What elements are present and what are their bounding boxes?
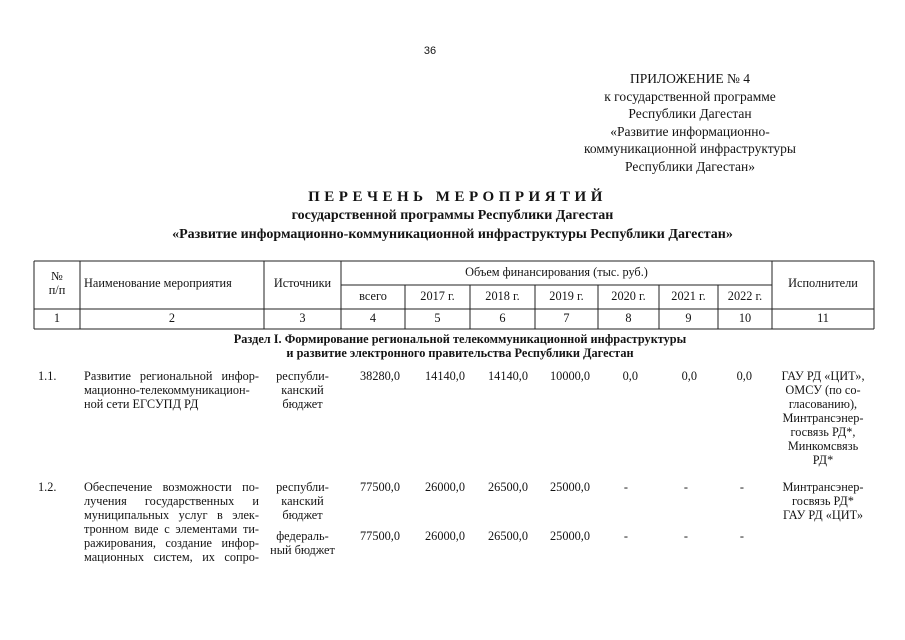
row-number: 1.2. xyxy=(38,480,57,494)
funding-cell: - xyxy=(739,480,744,494)
funding-cell: 0,0 xyxy=(681,369,697,383)
funding-cell: - xyxy=(623,480,628,494)
header-num: № xyxy=(51,269,63,283)
funding-cell: 14140,0 xyxy=(488,369,528,383)
executor-line: госвязь РД* xyxy=(792,494,854,508)
column-number: 8 xyxy=(625,311,632,325)
executor-line: РД* xyxy=(812,453,834,467)
column-number: 1 xyxy=(53,311,61,325)
column-number: 4 xyxy=(369,311,377,325)
row-source-line: бюджет xyxy=(282,508,323,522)
executor-line: Минкомсвязь xyxy=(787,439,859,453)
column-number: 2 xyxy=(168,311,176,325)
header-year: 2020 г. xyxy=(611,289,646,303)
funding-cell: 14140,0 xyxy=(425,369,465,383)
appendix-line: к государственной программе xyxy=(604,88,776,104)
appendix-line: Республики Дагестан xyxy=(628,106,752,122)
row-source-line: федераль- xyxy=(276,529,329,543)
header-year: 2018 г. xyxy=(485,289,520,303)
column-number: 7 xyxy=(563,311,570,325)
header-source: Источники xyxy=(273,276,332,290)
funding-cell: 10000,0 xyxy=(550,369,590,383)
executor-line: ГАУ РД «ЦИТ» xyxy=(783,508,863,522)
appendix-line: коммуникационной инфраструктуры xyxy=(584,141,796,157)
row-name-line: муниципальных услуг в элек- xyxy=(84,508,259,522)
page-number: 36 xyxy=(423,45,437,57)
header-year: 2019 г. xyxy=(549,289,584,303)
section-heading: и развитие электронного правительства Республики Дагестан xyxy=(286,346,634,360)
header-num: п/п xyxy=(48,283,66,297)
row-name-line: мационных систем, их сопро- xyxy=(84,550,259,564)
row-source-line: бюджет xyxy=(282,397,323,411)
funding-cell: - xyxy=(683,529,688,543)
header-year: 2017 г. xyxy=(420,289,455,303)
column-number: 6 xyxy=(499,311,506,325)
section-heading: Раздел I. Формирование региональной телекоммуникационной инфраструктуры xyxy=(233,332,687,346)
row-source-line: республи- xyxy=(276,480,329,494)
funding-cell: 0,0 xyxy=(622,369,638,383)
executor-line: госвязь РД*, xyxy=(790,425,856,439)
column-number: 11 xyxy=(817,311,829,325)
column-number: 3 xyxy=(299,311,306,325)
executor-line: Минтрансэнер- xyxy=(782,411,864,425)
executor-line: гласованию), xyxy=(788,397,858,411)
column-number: 9 xyxy=(685,311,692,325)
appendix-header xyxy=(540,70,840,176)
row-name-line: тронном виде с элементами ти- xyxy=(84,522,259,536)
funding-cell: 26000,0 xyxy=(425,529,465,543)
header-name: Наименование мероприятия xyxy=(84,276,232,290)
title-sub-line: государственной программы Республики Дагестан xyxy=(291,208,614,223)
funding-cell: - xyxy=(739,529,744,543)
row-number: 1.1. xyxy=(38,369,57,383)
appendix-line: ПРИЛОЖЕНИЕ № 4 xyxy=(629,71,751,86)
title-main: ПЕРЕЧЕНЬ МЕРОПРИЯТИЙ xyxy=(308,189,607,205)
row-name-line: Развитие региональной инфор- xyxy=(84,369,259,383)
header-funding: Объем финансирования (тыс. руб.) xyxy=(465,265,648,279)
funding-cell: - xyxy=(683,480,688,494)
column-number: 10 xyxy=(738,311,752,325)
funding-cell: - xyxy=(623,529,628,543)
executor-line: Минтрансэнер- xyxy=(782,480,864,494)
row-source-line: канский xyxy=(281,494,324,508)
row-name-line: лучения государственных и xyxy=(84,494,259,508)
funding-cell: 0,0 xyxy=(736,369,752,383)
title-sub-line: «Развитие информационно-коммуникационной инфраструктуры Республики Дагестан» xyxy=(172,226,733,242)
row-name-line: ражирования, создание инфор- xyxy=(84,536,259,550)
row-name-line: Обеспечение возможности по- xyxy=(84,480,259,494)
appendix-line: «Развитие информационно- xyxy=(610,123,770,139)
row-source-line: республи- xyxy=(276,369,329,383)
appendix-line: Республики Дагестан» xyxy=(624,158,755,174)
executor-line: ГАУ РД «ЦИТ», xyxy=(781,369,865,383)
row-source-line: ный бюджет xyxy=(270,543,335,557)
document-title xyxy=(0,187,905,244)
row-name-line: мационно-телекоммуникацион- xyxy=(84,383,250,397)
funding-cell: 77500,0 xyxy=(360,480,400,494)
funding-cell: 25000,0 xyxy=(550,480,590,494)
funding-cell: 26500,0 xyxy=(488,529,528,543)
header-executors: Исполнители xyxy=(788,276,858,290)
funding-cell: 25000,0 xyxy=(550,529,590,543)
row-name-line: ной сети ЕГСУПД РД xyxy=(84,397,199,411)
funding-cell: 26500,0 xyxy=(488,480,528,494)
header-year: 2022 г. xyxy=(727,289,763,303)
header-year: 2021 г. xyxy=(671,289,706,303)
funding-cell: 38280,0 xyxy=(360,369,400,383)
executor-line: ОМСУ (по со- xyxy=(785,383,861,397)
funding-cell: 26000,0 xyxy=(425,480,465,494)
column-number: 5 xyxy=(434,311,441,325)
header-year: всего xyxy=(359,289,387,303)
funding-cell: 77500,0 xyxy=(360,529,400,543)
row-source-line: канский xyxy=(281,383,324,397)
